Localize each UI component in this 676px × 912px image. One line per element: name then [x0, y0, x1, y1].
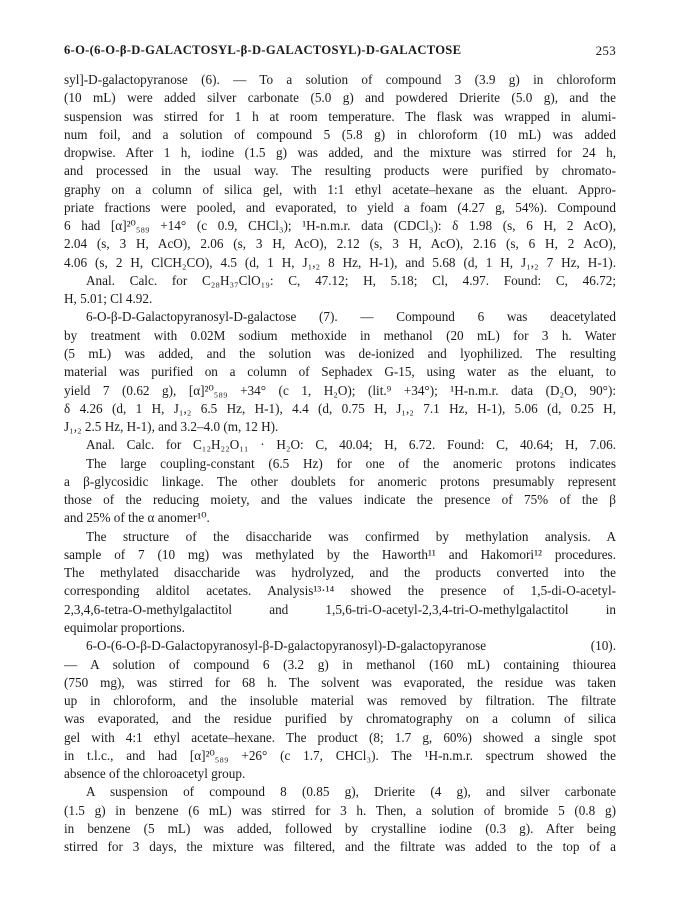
text-line: The methylated disaccharide was hydrolyzed, and the products converted into the — [64, 565, 616, 581]
text-line: dropwise. After 1 h, iodine (1.5 g) was added, and the mixture was stirred for 24 h, — [64, 145, 616, 161]
text-line: gel with 4:1 ethyl acetate–hexane. The product (8; 1.7 g, 60%) showed a single spot — [64, 729, 616, 745]
text-line: graphy on a column of silica gel, with 1:1 ethyl acetate–hexane as the eluant. Appro- — [64, 181, 616, 197]
text-line: suspension was stirred for 1 h at room temperature. The flask was wrapped in alumi- — [64, 108, 616, 124]
text-line: corresponding alditol acetates. Analysis¹³·¹⁴ showed the presence of 1,5-di-O-acetyl- — [64, 583, 616, 599]
text-line: priate fractions were pooled, and evaporated, to yield a foam (4.27 g, 54%). Compound — [64, 199, 616, 215]
text-line: Anal. Calc. for C₂₈H₃₇ClO₁₉: C, 47.12; H, 5.18; Cl, 4.97. Found: C, 46.72; — [86, 272, 616, 288]
text-line: material was purified on a column of Sephadex G-15, using water as the eluant, to — [64, 364, 616, 380]
text-line: and processed in the usual way. The resulting products were purified by chromato- — [64, 163, 616, 179]
running-head: 6-O-(6-O-β-D-GALACTOSYL-β-D-GALACTOSYL)-D-GALACTOSE — [64, 43, 462, 57]
text-line: num foil, and a solution of compound 5 (5.8 g) in chloroform (10 mL) was added — [64, 126, 616, 142]
text-line: — A solution of compound 6 (3.2 g) in methanol (160 mL) containing thiourea — [64, 656, 616, 672]
page-header — [64, 43, 616, 61]
text-line: (10 mL) were added silver carbonate (5.0 g) and powdered Drierite (5.0 g), and the — [64, 90, 616, 106]
page-number: 253 — [595, 43, 616, 58]
text-line: (1.5 g) in benzene (6 mL) was stirred for 3 h. Then, a solution of bromide 5 (0.8 g) — [64, 802, 616, 818]
text-line: yield 7 (0.62 g), [α]²⁰₅₈₉ +34° (c 1, H₂O); (lit.⁹ +34°); ¹H-n.m.r. data (D₂O, 90°): — [64, 382, 616, 398]
text-line: (5 mL) was added, and the solution was de-ionized and lyophilized. The resulting — [64, 345, 616, 361]
text-line: 6-O-β-D-Galactopyranosyl-D-galactose (7). — Compound 6 was deacetylated — [86, 309, 616, 325]
text-line: The large coupling-constant (6.5 Hz) for one of the anomeric protons indicates — [86, 455, 616, 471]
text-line: Anal. Calc. for C₁₂H₂₂O₁₁ · H₂O: C, 40.04; H, 6.72. Found: C, 40.64; H, 7.06. — [86, 437, 616, 453]
text-line: stirred for 3 days, the mixture was filtered, and the filtrate was added to the top of a — [64, 839, 616, 855]
text-line: 2,3,4,6-tetra-O-methylgalactitol and 1,5,6-tri-O-acetyl-2,3,4-tri-O-methylgalactitol in — [64, 601, 616, 617]
text-line: was evaporated, and the residue purified by chromatography on a column of silica — [64, 711, 616, 727]
body-text — [64, 71, 616, 856]
text-line: syl]-D-galactopyranose (6). — To a solution of compound 3 (3.9 g) in chloroform — [64, 72, 616, 87]
text-line: The structure of the disaccharide was confirmed by methylation analysis. A — [86, 528, 616, 544]
text-line: up in chloroform, and the insoluble material was removed by filtration. The filtrate — [64, 693, 616, 709]
text-line: equimolar proportions. — [64, 619, 185, 635]
text-line: 4.06 (s, 2 H, ClCH₂CO), 4.5 (d, 1 H, J₁,₂ 8 Hz, H-1), and 5.68 (d, 1 H, J₁,₂ 7 Hz, H-1). — [64, 254, 616, 270]
text-line: A suspension of compound 8 (0.85 g), Drierite (4 g), and silver carbonate — [86, 784, 616, 800]
text-line: by treatment with 0.02M sodium methoxide in methanol (20 mL) for 3 h. Water — [64, 327, 616, 343]
text-line: δ 4.26 (d, 1 H, J₁,₂ 6.5 Hz, H-1), 4.4 (d, 0.75 H, J₁,₂ 7.1 Hz, H-1), 5.06 (d, 0.25 H, — [64, 400, 616, 416]
text-line: 6 had [α]²⁰₅₈₉ +14° (c 0.9, CHCl₃); ¹H-n.m.r. data (CDCl₃): δ 1.98 (s, 6 H, 2 AcO), — [64, 218, 616, 234]
text-line: sample of 7 (10 mg) was methylated by the Haworth¹¹ and Hakomori¹² procedures. — [64, 546, 616, 562]
text-line: (750 mg), was stirred for 68 h. The solvent was evaporated, the residue was taken — [64, 674, 616, 690]
text-line: and 25% of the α anomer¹⁰. — [64, 510, 210, 526]
text-line: 2.04 (s, 3 H, AcO), 2.06 (s, 3 H, AcO), 2.12 (s, 3 H, AcO), 2.16 (s, 6 H, 2 AcO), — [64, 236, 616, 252]
text-line: in t.l.c., and had [α]²⁰₅₈₉ +26° (c 1.7, CHCl₃). The ¹H-n.m.r. spectrum showed the — [64, 747, 616, 763]
text-line: J₁,₂ 2.5 Hz, H-1), and 3.2–4.0 (m, 12 H). — [64, 419, 279, 435]
text-line: absence of the chloroacetyl group. — [64, 766, 246, 782]
text-line: a β-glycosidic linkage. The other doublets for anomeric protons presumably represent — [64, 473, 616, 489]
text-line: those of the reducing moiety, and the values indicate the presence of 75% of the β — [64, 492, 616, 508]
text-line: H, 5.01; Cl 4.92. — [64, 291, 153, 307]
text-line: 6-O-(6-O-β-D-Galactopyranosyl-β-D-galactopyranosyl)-D-galactopyranose (10). — [86, 638, 616, 654]
text-line: in benzene (5 mL) was added, followed by crystalline iodine (0.3 g). After being — [64, 820, 616, 836]
